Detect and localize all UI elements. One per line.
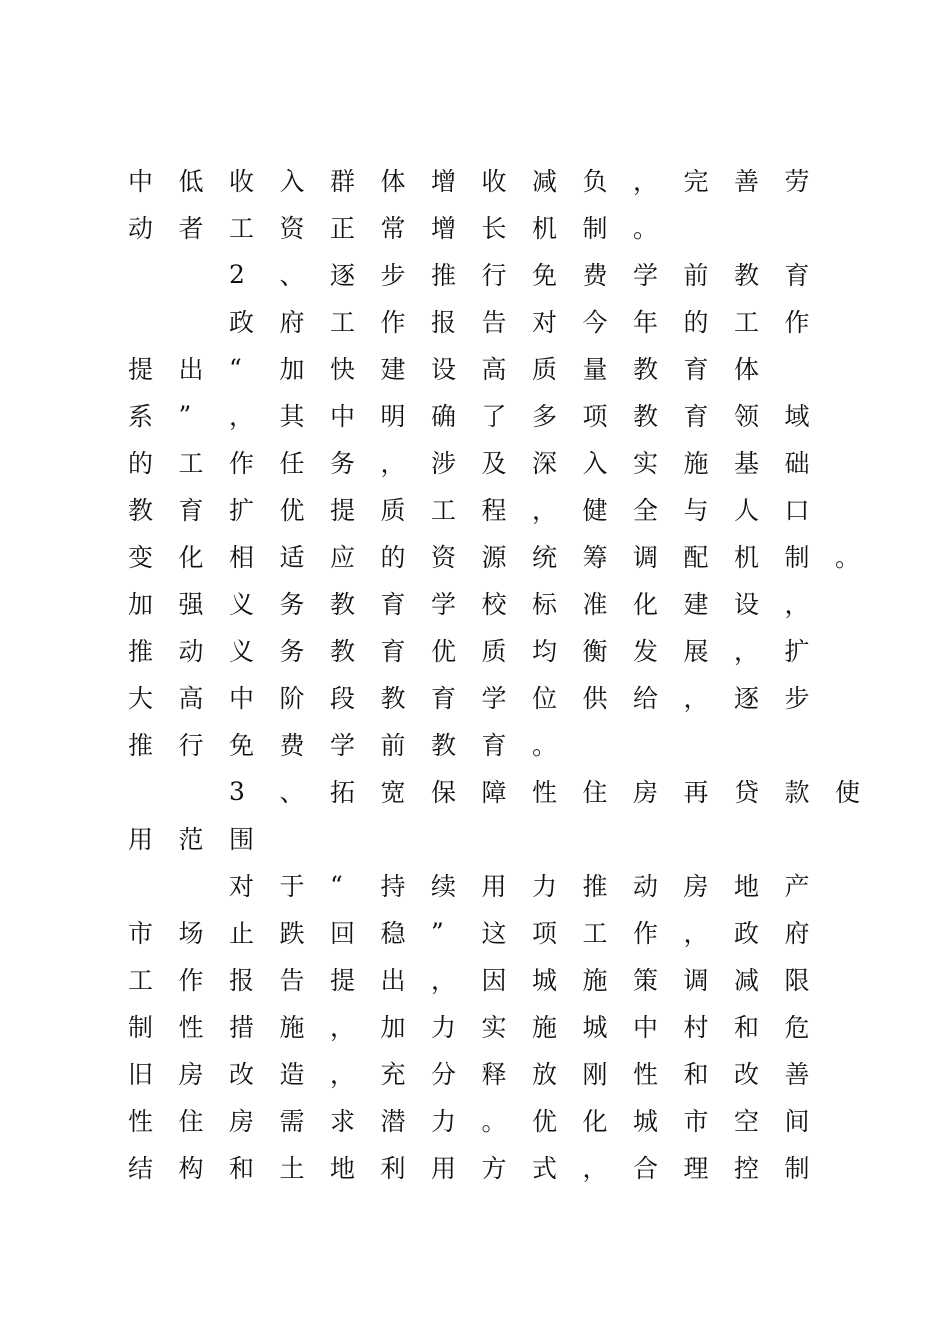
text-line: 大 高 中 阶 段 教 育 学 位 供 给 ， 逐 步 [128, 684, 810, 713]
text-line: 政 府 工 作 报 告 对 今 年 的 工 作 [229, 308, 810, 337]
text-line: 变 化 相 适 应 的 资 源 统 筹 调 配 机 制 。 [128, 543, 861, 572]
text-line: 提 出 “ 加 快 建 设 高 质 量 教 育 体 [128, 353, 760, 384]
section-heading: 3 、 拓 宽 保 障 性 住 房 再 贷 款 使 [229, 776, 861, 807]
section-heading: 2 、 逐 步 推 行 免 费 学 前 教 育 [229, 259, 810, 290]
text-line: 旧 房 改 造 ， 充 分 释 放 刚 性 和 改 善 [128, 1060, 810, 1089]
text-line: 教 育 扩 优 提 质 工 程 ， 健 全 与 人 口 [128, 496, 810, 525]
text-line: 制 性 措 施 ， 加 力 实 施 城 中 村 和 危 [128, 1013, 810, 1042]
text-line: 加 强 义 务 教 育 学 校 标 准 化 建 设 ， [128, 590, 810, 619]
text-line: 系 ” ， 其 中 明 确 了 多 项 教 育 领 域 [128, 400, 810, 431]
text-line: 对 于 “ 持 续 用 力 推 动 房 地 产 [229, 870, 810, 901]
text-line: 动 者 工 资 正 常 增 长 机 制 。 [128, 214, 659, 243]
text-line: 市 场 止 跌 回 稳 ” 这 项 工 作 ， 政 府 [128, 917, 810, 948]
text-line: 推 动 义 务 教 育 优 质 均 衡 发 展 ， 扩 [128, 637, 810, 666]
text-line: 中 低 收 入 群 体 增 收 减 负 ， 完 善 劳 [128, 167, 810, 196]
text-line: 结 构 和 土 地 利 用 方 式 ， 合 理 控 制 [128, 1154, 810, 1183]
text-line: 的 工 作 任 务 ， 涉 及 深 入 实 施 基 础 [128, 449, 810, 478]
text-line: 性 住 房 需 求 潜 力 。 优 化 城 市 空 间 [128, 1107, 810, 1136]
section-heading: 用 范 围 [128, 825, 255, 854]
text-line: 工 作 报 告 提 出 ， 因 城 施 策 调 减 限 [128, 966, 810, 995]
text-line: 推 行 免 费 学 前 教 育 。 [128, 731, 558, 760]
